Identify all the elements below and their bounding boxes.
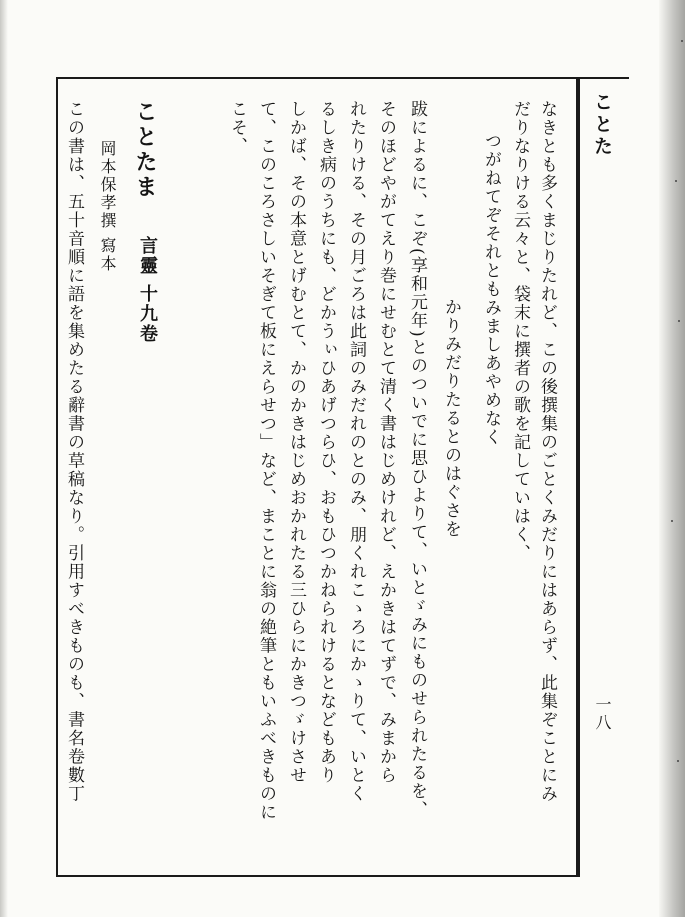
speckle (681, 40, 683, 42)
top-rule (56, 77, 629, 79)
entry-description: この書は、五十音順に語を集めたる辭書の草稿なり。引用すべきものも、書名卷數丁 (64, 100, 84, 803)
speckle (678, 320, 680, 322)
poem-line-2: かりみだりたるとのはぐさを (441, 298, 461, 539)
poem-line-1: つがねてぞそれともみましあやめなく (481, 132, 501, 447)
body-column-7: れたりける、その月ごろは此詞のみだれのとのみ、朋くれこゝろにかゝりて、いとく (346, 100, 366, 803)
page-number: 一八 (593, 696, 612, 732)
running-head: ことた (591, 92, 613, 158)
page-left-edge (0, 0, 8, 917)
body-column-9: しかば、その本意とげむとて、かのかきはじめおかれたる三ひらにかきつゞけさせ (286, 100, 306, 785)
right-rule (578, 77, 580, 877)
entry-author: 岡本保孝撰 寫本 (98, 140, 117, 274)
entry-kanji-title: 言靈 十九卷 (137, 236, 158, 345)
body-column-10: て、このころさしいそぎて板にえらせつ」など、まことに翁の絶筆ともいふべきものに (256, 100, 276, 822)
body-column-1: なきとも多くまじりたれど、この後撰集のごとくみだりにはあらず、此集ぞことにみ (537, 100, 557, 803)
speckle (675, 180, 677, 182)
body-column-2: だりなりける云々と、袋末に撰者の歌を記していはく、 (510, 100, 530, 563)
speckle (677, 760, 679, 762)
body-column-6: そのほどやがてえり巻にせむとて清く書はじめけれど、えかきはてずで、みまから (376, 100, 396, 785)
entry-title: ことたま (132, 100, 158, 200)
speckle (671, 520, 673, 522)
body-column-11: こそ、 (227, 100, 247, 156)
body-column-8: るしき病のうちにも、どかうぃひあげつらひ、おもひつかねられけるとなどもあり (316, 100, 336, 785)
page-right-edge-shadow (659, 0, 685, 917)
body-column-5: 跋によるに、こぞ(享和元年)とのついでに思ひよりて、いとゞみにものせられたるを、 (407, 100, 427, 820)
